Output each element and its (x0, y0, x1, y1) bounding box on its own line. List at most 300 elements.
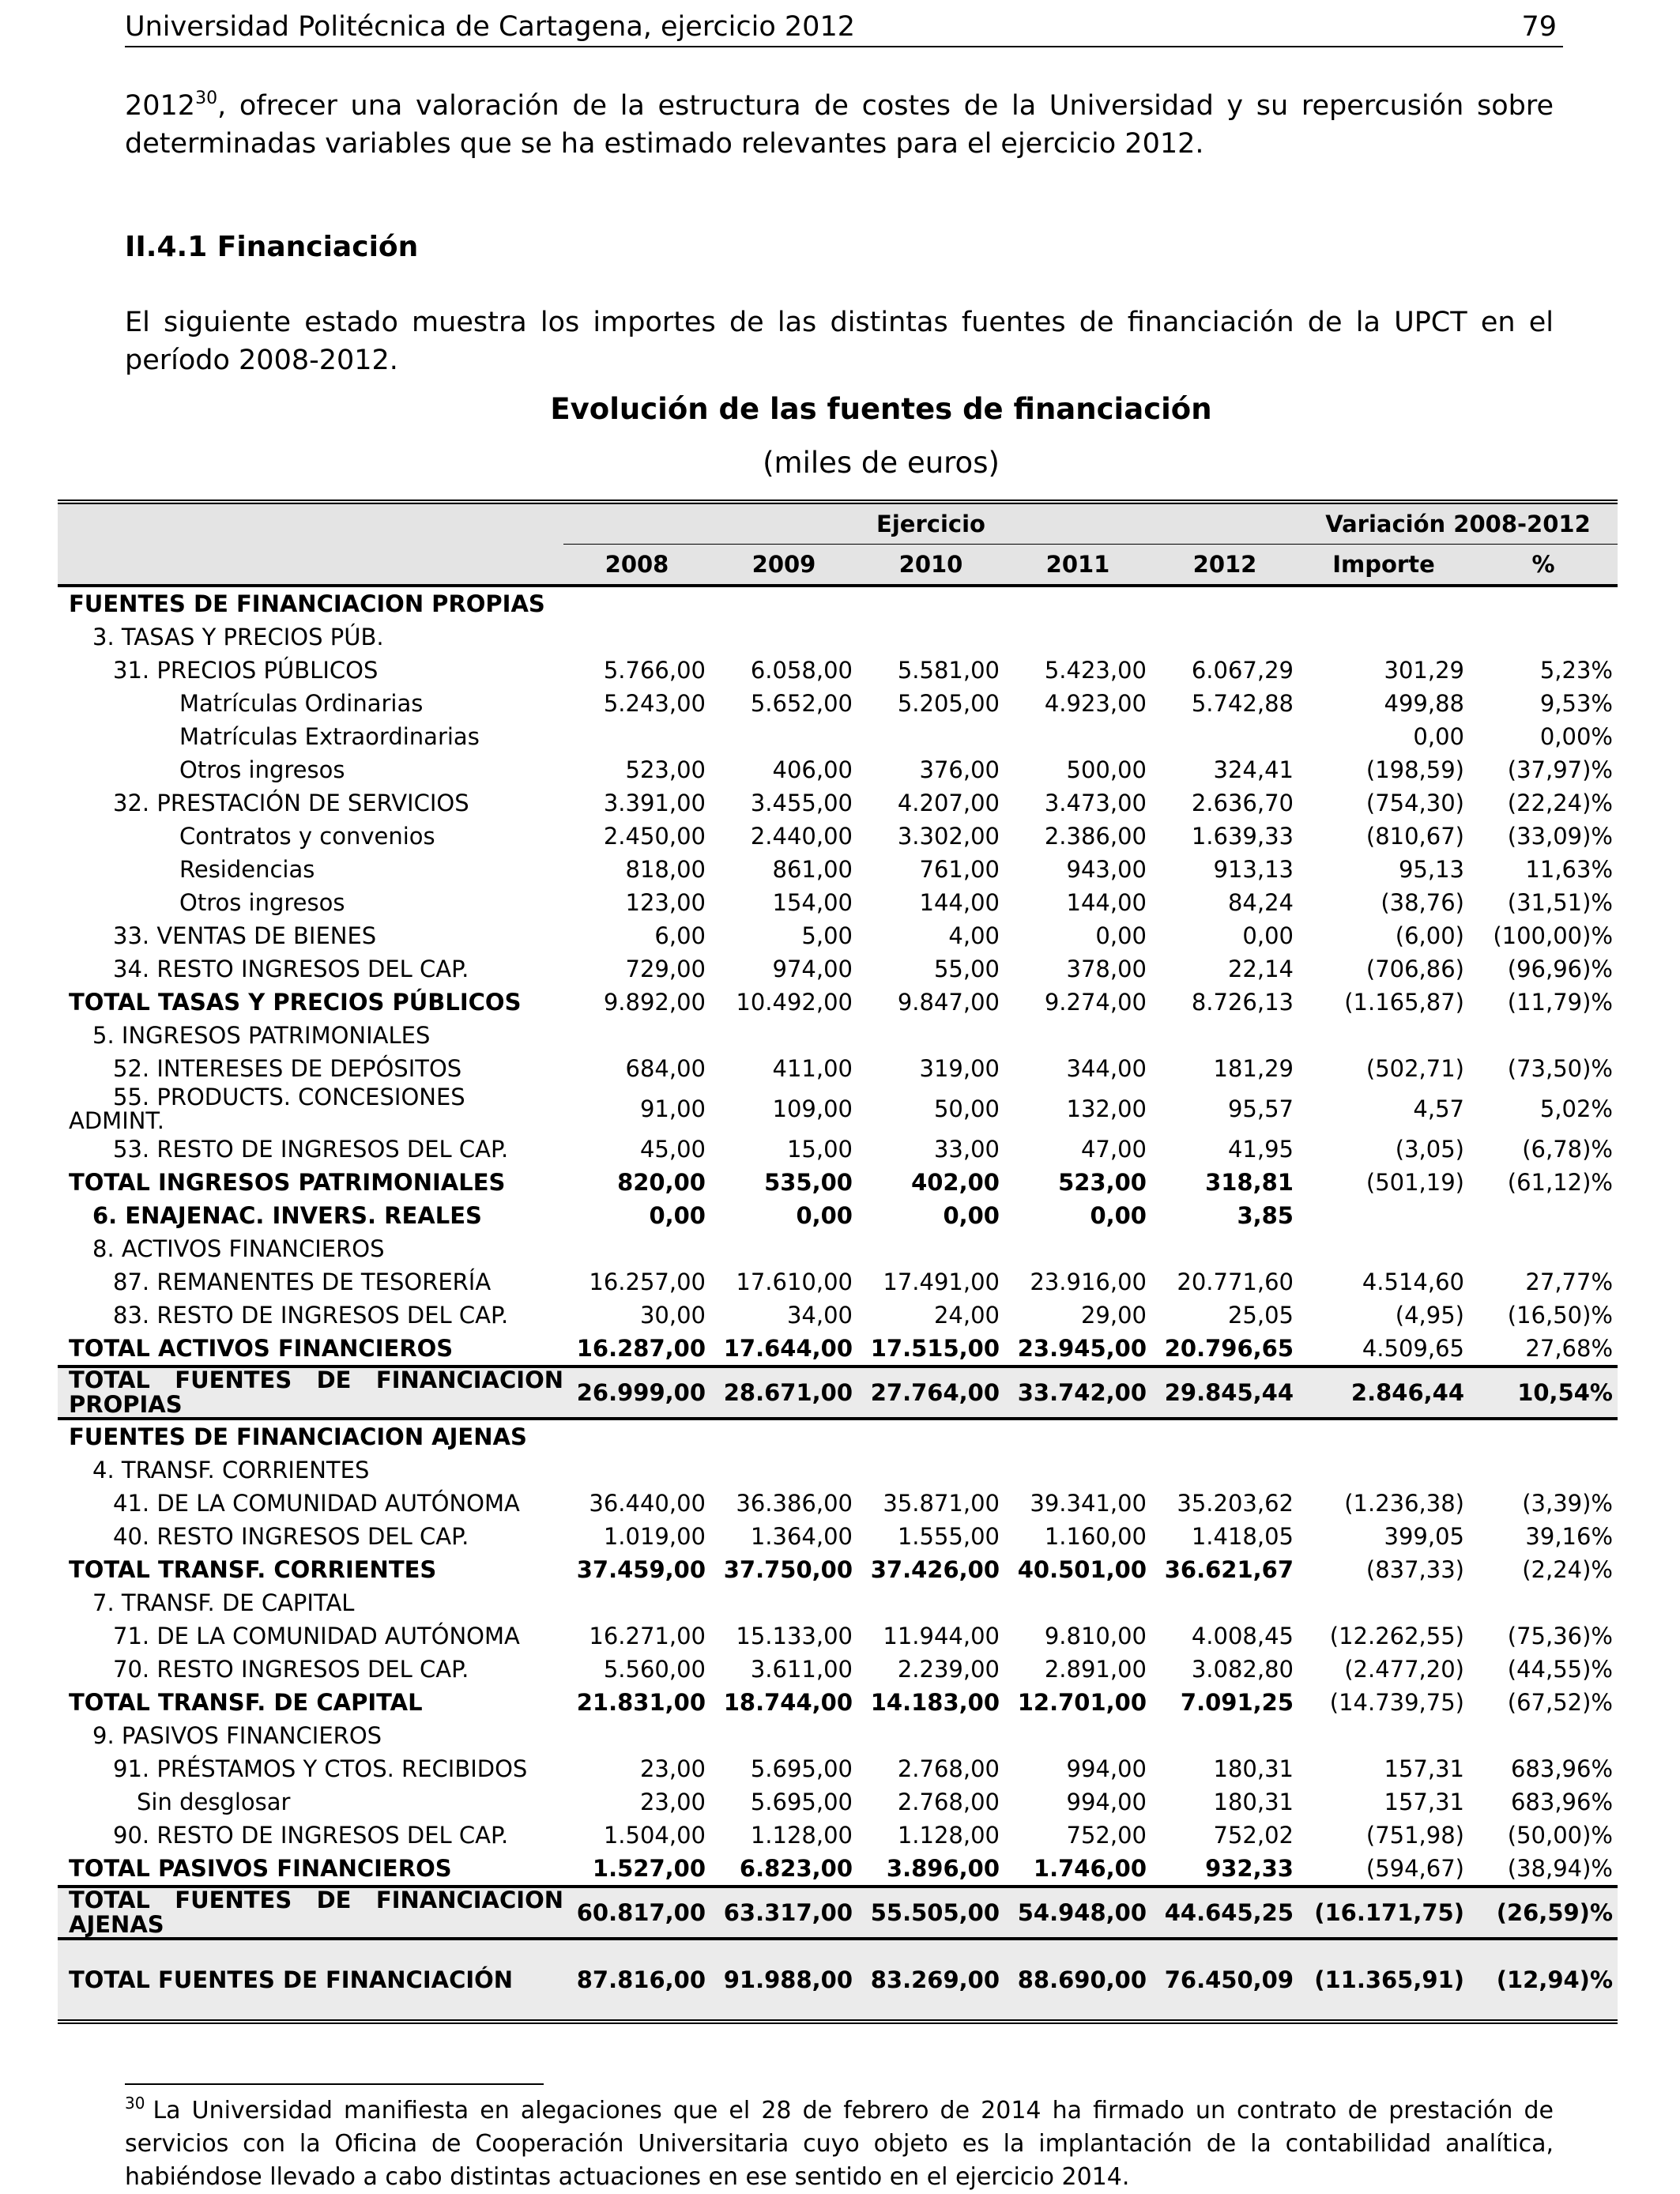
cell-value: 1.746,00 (1004, 1852, 1151, 1887)
cell-value (1151, 1586, 1298, 1619)
cell-value: 344,00 (1066, 1055, 1147, 1082)
row-label: 90. RESTO DE INGRESOS DEL CAP. (113, 1822, 509, 1849)
cell-value: 5,02% (1539, 1095, 1613, 1122)
cell-value: 23.916,00 (1030, 1269, 1147, 1295)
cell-value: (44,55)% (1507, 1656, 1613, 1683)
column-header: Importe (1298, 545, 1469, 586)
cell-value: 11.944,00 (883, 1623, 1000, 1649)
cell-value: 1.527,00 (563, 1852, 710, 1887)
row-label: TOTAL FUENTES DE FINANCIACION AJENAS (58, 1887, 563, 1939)
cell-value: 9.847,00 (897, 989, 1000, 1016)
cell-value: 301,29 (1384, 657, 1464, 684)
cell-value (1469, 1586, 1618, 1619)
row-label-line: 55. PRODUCTS. CONCESIONES (113, 1084, 465, 1110)
cell-value (1151, 1453, 1298, 1487)
cell-value: 406,00 (772, 756, 853, 783)
cell-value (563, 1232, 710, 1265)
table-row (58, 886, 1618, 919)
cell-value: 23,00 (639, 1789, 706, 1815)
cell-value: 9.274,00 (1044, 989, 1147, 1016)
footnote-number: 30 (125, 2094, 145, 2113)
cell-value: 2.450,00 (603, 823, 706, 850)
cell-value: (50,00)% (1507, 1822, 1613, 1849)
cell-value (1298, 620, 1469, 654)
column-header: % (1469, 545, 1618, 586)
page-number: 79 (1521, 11, 1557, 43)
cell-value: 1.555,00 (897, 1523, 1000, 1550)
cell-value (1298, 1019, 1469, 1052)
cell-value: 1.128,00 (750, 1822, 853, 1849)
cell-value: 27.764,00 (857, 1367, 1004, 1419)
cell-value: 23,00 (639, 1755, 706, 1782)
cell-value (1298, 1719, 1469, 1752)
cell-value: 402,00 (911, 1169, 1000, 1196)
cell-value (1469, 1419, 1618, 1453)
cell-value: (12.262,55) (1329, 1623, 1464, 1649)
cell-value (1469, 1232, 1618, 1265)
cell-value (1298, 1199, 1469, 1232)
cell-value (563, 1019, 710, 1052)
footnote-reference[interactable]: 30 (195, 89, 218, 108)
cell-value: (11,79)% (1507, 989, 1613, 1016)
cell-value: 1.418,05 (1191, 1523, 1294, 1550)
row-label: Otros ingresos (179, 889, 345, 916)
cell-value (710, 1232, 857, 1265)
cell-value: 3.302,00 (897, 823, 1000, 850)
cell-value: (3,05) (1395, 1136, 1464, 1163)
cell-value: 87.816,00 (563, 1939, 710, 2022)
column-header: 2011 (1004, 545, 1151, 586)
cell-value: (37,97)% (1507, 756, 1613, 783)
table-row (58, 1232, 1618, 1265)
row-label: Contratos y convenios (179, 823, 435, 850)
cell-value (857, 620, 1004, 654)
cell-value: 0,00 (1413, 723, 1464, 750)
cell-value (1469, 1199, 1618, 1232)
cell-value: 684,00 (625, 1055, 706, 1082)
table-title: Evolución de las fuentes de financiación (550, 392, 1212, 426)
cell-value (857, 1232, 1004, 1265)
cell-value (857, 1453, 1004, 1487)
cell-value: 2.440,00 (750, 823, 853, 850)
table-row (58, 1719, 1618, 1752)
row-label: Residencias (179, 856, 315, 883)
cell-value: 0,00 (649, 1202, 706, 1229)
cell-value: 29,00 (1080, 1302, 1147, 1329)
cell-value: (706,86) (1365, 956, 1464, 982)
cell-value (1151, 586, 1298, 620)
cell-value: 14.183,00 (870, 1689, 1000, 1716)
cell-value: 2.768,00 (897, 1755, 1000, 1782)
cell-value: 5.581,00 (897, 657, 1000, 684)
cell-value: 5.205,00 (897, 690, 1000, 717)
cell-value: 33.742,00 (1004, 1367, 1151, 1419)
cell-value: 9,53% (1539, 690, 1613, 717)
table-row (58, 1887, 1618, 1939)
cell-value (857, 1586, 1004, 1619)
cell-value (857, 720, 1004, 753)
cell-value: 91.988,00 (710, 1939, 857, 2022)
cell-value: 4.207,00 (897, 790, 1000, 816)
cell-value: 84,24 (1227, 889, 1294, 916)
cell-value: 5.695,00 (750, 1755, 853, 1782)
cell-value: 3.391,00 (603, 790, 706, 816)
cell-value (1298, 1232, 1469, 1265)
cell-value: 500,00 (1066, 756, 1147, 783)
table-row (58, 1133, 1618, 1166)
header-title: Universidad Politécnica de Cartagena, ejercicio 2012 (125, 11, 855, 43)
section-heading: II.4.1 Financiación (125, 231, 419, 263)
column-header: 2009 (710, 545, 857, 586)
row-label: TOTAL PASIVOS FINANCIEROS (58, 1852, 563, 1887)
cell-value: 44.645,25 (1151, 1887, 1298, 1939)
cell-value: (100,00)% (1493, 922, 1613, 949)
row-label: Sin desglosar (137, 1789, 291, 1815)
cell-value: 109,00 (772, 1095, 853, 1122)
cell-value: 5.652,00 (750, 690, 853, 717)
table-row (58, 1785, 1618, 1819)
cell-value: 27,77% (1525, 1269, 1613, 1295)
table-row (58, 1265, 1618, 1299)
cell-value (710, 586, 857, 620)
cell-value: 60.817,00 (563, 1887, 710, 1939)
table-row (58, 654, 1618, 687)
cell-value: 37.750,00 (723, 1556, 853, 1583)
cell-value: 6,00 (654, 922, 706, 949)
cell-value: 3.455,00 (750, 790, 853, 816)
cell-value: (754,30) (1365, 790, 1464, 816)
cell-value: 20.771,60 (1177, 1269, 1294, 1295)
cell-value: 2.386,00 (1044, 823, 1147, 850)
cell-value: 7.091,25 (1180, 1689, 1294, 1716)
cell-value: 324,41 (1213, 756, 1294, 783)
cell-value: (810,67) (1365, 823, 1464, 850)
cell-value: 91,00 (639, 1095, 706, 1122)
cell-value: 18.744,00 (723, 1689, 853, 1716)
cell-value (710, 620, 857, 654)
cell-value: (1.236,38) (1344, 1490, 1464, 1517)
cell-value: (198,59) (1365, 756, 1464, 783)
cell-value: 729,00 (625, 956, 706, 982)
cell-value: 318,81 (1205, 1169, 1294, 1196)
table-row (58, 1419, 1618, 1453)
row-label: 52. INTERESES DE DEPÓSITOS (113, 1055, 462, 1082)
cell-value: 818,00 (625, 856, 706, 883)
cell-value: 820,00 (617, 1169, 706, 1196)
header-blank (58, 545, 563, 586)
cell-value: (38,76) (1381, 889, 1464, 916)
cell-value: 1.160,00 (1044, 1523, 1147, 1550)
cell-value: (502,71) (1365, 1055, 1464, 1082)
cell-value: 861,00 (772, 856, 853, 883)
cell-value: 499,88 (1384, 690, 1464, 717)
cell-value: 24,00 (933, 1302, 1000, 1329)
row-label: 33. VENTAS DE BIENES (113, 922, 377, 949)
cell-value (1151, 620, 1298, 654)
cell-value (1298, 1419, 1469, 1453)
cell-value: 17.644,00 (710, 1332, 857, 1367)
row-label: Otros ingresos (179, 756, 345, 783)
cell-value: 181,29 (1213, 1055, 1294, 1082)
row-label: 91. PRÉSTAMOS Y CTOS. RECIBIDOS (113, 1755, 528, 1782)
table-row (58, 1487, 1618, 1520)
cell-value: 974,00 (772, 956, 853, 982)
row-label: TOTAL TASAS Y PRECIOS PÚBLICOS (69, 989, 522, 1016)
cell-value: 16.287,00 (563, 1332, 710, 1367)
cell-value: (33,09)% (1507, 823, 1613, 850)
cell-value (1004, 1453, 1151, 1487)
cell-value (857, 1719, 1004, 1752)
cell-value: 4,57 (1413, 1095, 1464, 1122)
table-row (58, 1686, 1618, 1719)
row-label: 32. PRESTACIÓN DE SERVICIOS (113, 790, 469, 816)
cell-value (563, 720, 710, 753)
cell-value: (16,50)% (1507, 1302, 1613, 1329)
row-label: TOTAL INGRESOS PATRIMONIALES (69, 1169, 506, 1196)
table-row (58, 1619, 1618, 1653)
cell-value: 3.473,00 (1044, 790, 1147, 816)
column-header: 2012 (1151, 545, 1298, 586)
cell-value: 17.491,00 (883, 1269, 1000, 1295)
cell-value: (1.165,87) (1344, 989, 1464, 1016)
row-label: 40. RESTO INGRESOS DEL CAP. (113, 1523, 469, 1550)
header-blank (58, 502, 563, 545)
footnote-text: La Universidad manifiesta en alegaciones que el 28 de febrero de 2014 ha firmado un contrato de prestación de servicios con la Oficina de Cooperación Universitaria cuyo objeto es la implantación de la contabilidad analítica, habiéndose llevado a cabo distintas actuaciones en ese sentido en el ejercicio 2014. (125, 2097, 1554, 2191)
cell-value (710, 720, 857, 753)
table-row (58, 1653, 1618, 1686)
cell-value: 994,00 (1066, 1789, 1147, 1815)
cell-value (1004, 620, 1151, 654)
row-label: 53. RESTO DE INGRESOS DEL CAP. (113, 1136, 509, 1163)
table-row (58, 1752, 1618, 1785)
cell-value: 10.492,00 (736, 989, 853, 1016)
cell-value: 37.426,00 (870, 1556, 1000, 1583)
column-header: 2010 (857, 545, 1004, 586)
cell-value: 22,14 (1227, 956, 1294, 982)
row-label: 70. RESTO INGRESOS DEL CAP. (113, 1656, 469, 1683)
row-label: TOTAL TRANSF. DE CAPITAL (69, 1689, 423, 1716)
cell-value: 54.948,00 (1004, 1887, 1151, 1939)
cell-value: 5.560,00 (603, 1656, 706, 1683)
cell-value (857, 586, 1004, 620)
cell-value: 36.621,67 (1164, 1556, 1294, 1583)
table-row (58, 1453, 1618, 1487)
table-row (58, 919, 1618, 952)
cell-value: 23.945,00 (1004, 1332, 1151, 1367)
table-row (58, 820, 1618, 853)
cell-value: (96,96)% (1507, 956, 1613, 982)
cell-value: 35.203,62 (1177, 1490, 1294, 1517)
cell-value: 411,00 (772, 1055, 853, 1082)
row-label: 8. ACTIVOS FINANCIEROS (92, 1235, 385, 1262)
row-label: Matrículas Extraordinarias (179, 723, 480, 750)
cell-value: 144,00 (1066, 889, 1147, 916)
intro-paragraph (125, 87, 1554, 163)
row-label: TOTAL ACTIVOS FINANCIEROS (58, 1332, 563, 1367)
row-label: 41. DE LA COMUNIDAD AUTÓNOMA (113, 1490, 520, 1517)
cell-value: 0,00 (1242, 922, 1294, 949)
cell-value: 17.515,00 (857, 1332, 1004, 1367)
cell-value: (12,94)% (1469, 1939, 1618, 2022)
cell-value: 2.846,44 (1298, 1367, 1469, 1419)
cell-value: (14.739,75) (1329, 1689, 1464, 1716)
cell-value: 6.067,29 (1191, 657, 1294, 684)
row-label: TOTAL FUENTES DE FINANCIACIÓN (58, 1939, 563, 2022)
cell-value: (6,78)% (1522, 1136, 1613, 1163)
cell-value: 15,00 (786, 1136, 853, 1163)
cell-value: 4.008,45 (1191, 1623, 1294, 1649)
cell-value: 0,00 (1095, 922, 1147, 949)
cell-value: 41,95 (1227, 1136, 1294, 1163)
cell-value: 1.364,00 (750, 1523, 853, 1550)
cell-value: 157,31 (1384, 1789, 1464, 1815)
cell-value: (594,67) (1298, 1852, 1469, 1887)
cell-value: 36.386,00 (736, 1490, 853, 1517)
cell-value (1004, 1586, 1151, 1619)
cell-value (1298, 1453, 1469, 1487)
cell-value (1151, 1719, 1298, 1752)
row-label: Matrículas Ordinarias (179, 690, 424, 717)
cell-value (563, 1586, 710, 1619)
intro-text: , ofrecer una valoración de la estructura de costes de la Universidad y su repercusión sobre determinadas variables que se ha estimado relevantes para el ejercicio 2012. (125, 90, 1554, 160)
cell-value: 913,13 (1213, 856, 1294, 883)
cell-value: 154,00 (772, 889, 853, 916)
cell-value (563, 1419, 710, 1453)
cell-value: 5.742,88 (1191, 690, 1294, 717)
cell-value: 0,00 (796, 1202, 853, 1229)
table-row (58, 1332, 1618, 1367)
intro-lead: 2012 (125, 90, 196, 122)
table-header-groups (58, 502, 1618, 545)
cell-value: 4.923,00 (1044, 690, 1147, 717)
cell-value: (3,39)% (1522, 1490, 1613, 1517)
table-row (58, 753, 1618, 786)
cell-value: 2.891,00 (1044, 1656, 1147, 1683)
cell-value (1151, 1419, 1298, 1453)
row-label: 7. TRANSF. DE CAPITAL (92, 1589, 355, 1616)
cell-value: 752,00 (1066, 1822, 1147, 1849)
cell-value: 50,00 (933, 1095, 1000, 1122)
cell-value: (751,98) (1365, 1822, 1464, 1849)
table-row (58, 1199, 1618, 1232)
cell-value: 30,00 (639, 1302, 706, 1329)
table-row (58, 720, 1618, 753)
cell-value: 932,33 (1151, 1852, 1298, 1887)
table-row (58, 1367, 1618, 1419)
footnote (125, 2094, 1554, 2194)
cell-value: 4.509,65 (1298, 1332, 1469, 1367)
cell-value: (61,12)% (1507, 1169, 1613, 1196)
cell-value (563, 1719, 710, 1752)
cell-value (1151, 720, 1298, 753)
footnote-separator (125, 2083, 544, 2085)
cell-value: 683,96% (1510, 1755, 1613, 1782)
cell-value (1469, 1719, 1618, 1752)
row-label (58, 1085, 563, 1133)
cell-value: 2.768,00 (897, 1789, 1000, 1815)
cell-value: 40.501,00 (1017, 1556, 1147, 1583)
cell-value: (38,94)% (1469, 1852, 1618, 1887)
cell-value (1004, 1232, 1151, 1265)
table-row (58, 952, 1618, 986)
table-row (58, 1586, 1618, 1619)
cell-value (1298, 586, 1469, 620)
cell-value: 5.766,00 (603, 657, 706, 684)
cell-value: 761,00 (919, 856, 1000, 883)
cell-value (710, 1453, 857, 1487)
cell-value: 2.636,70 (1191, 790, 1294, 816)
cell-value: (67,52)% (1507, 1689, 1613, 1716)
table-row (58, 687, 1618, 720)
cell-value: 378,00 (1066, 956, 1147, 982)
table-row (58, 1852, 1618, 1887)
cell-value: 0,00% (1539, 723, 1613, 750)
cell-value: 10,54% (1469, 1367, 1618, 1419)
cell-value: 683,96% (1510, 1789, 1613, 1815)
cell-value: (75,36)% (1507, 1623, 1613, 1649)
row-label: 87. REMANENTES DE TESORERÍA (113, 1269, 492, 1295)
cell-value: 12.701,00 (1017, 1689, 1147, 1716)
cell-value: 4,00 (948, 922, 1000, 949)
cell-value: 5.243,00 (603, 690, 706, 717)
cell-value: 0,00 (1090, 1202, 1147, 1229)
row-label: 5. INGRESOS PATRIMONIALES (92, 1022, 431, 1049)
table-row (58, 1553, 1618, 1586)
cell-value (1151, 1019, 1298, 1052)
cell-value: 95,57 (1227, 1095, 1294, 1122)
group-variacion: Variación 2008-2012 (1298, 502, 1618, 545)
cell-value: 3.611,00 (750, 1656, 853, 1683)
table-row (58, 1520, 1618, 1553)
cell-value: 180,31 (1213, 1755, 1294, 1782)
cell-value (1004, 720, 1151, 753)
cell-value: 36.440,00 (589, 1490, 706, 1517)
table-row (58, 1819, 1618, 1852)
cell-value: 11,63% (1525, 856, 1613, 883)
cell-value: 34,00 (786, 1302, 853, 1329)
cell-value (563, 1453, 710, 1487)
cell-value: (16.171,75) (1298, 1887, 1469, 1939)
cell-value: 37.459,00 (576, 1556, 706, 1583)
cell-value: (501,19) (1365, 1169, 1464, 1196)
row-label: TOTAL FUENTES DE FINANCIACION PROPIAS (58, 1367, 563, 1419)
cell-value: 21.831,00 (576, 1689, 706, 1716)
table-row (58, 986, 1618, 1019)
cell-value: 28.671,00 (710, 1367, 857, 1419)
cell-value (1469, 1019, 1618, 1052)
cell-value (1004, 1419, 1151, 1453)
row-label-line: ADMINT. (69, 1107, 164, 1134)
row-label: 4. TRANSF. CORRIENTES (92, 1457, 370, 1483)
cell-value: 83.269,00 (857, 1939, 1004, 2022)
cell-value: 8.726,13 (1191, 989, 1294, 1016)
cell-value (710, 1586, 857, 1619)
cell-value: 4.514,60 (1362, 1269, 1464, 1295)
table-row (58, 853, 1618, 886)
cell-value: 9.892,00 (603, 989, 706, 1016)
cell-value (857, 1419, 1004, 1453)
cell-value: 1.019,00 (603, 1523, 706, 1550)
cell-value: 5,00 (801, 922, 853, 949)
cell-value: 1.504,00 (603, 1822, 706, 1849)
cell-value: (4,95) (1395, 1302, 1464, 1329)
cell-value: 3.896,00 (857, 1852, 1004, 1887)
cell-value: 5,23% (1539, 657, 1613, 684)
cell-value: 132,00 (1066, 1095, 1147, 1122)
page-header (125, 8, 1563, 47)
cell-value: 535,00 (764, 1169, 853, 1196)
row-label: 3. TASAS Y PRECIOS PÚB. (92, 624, 384, 650)
